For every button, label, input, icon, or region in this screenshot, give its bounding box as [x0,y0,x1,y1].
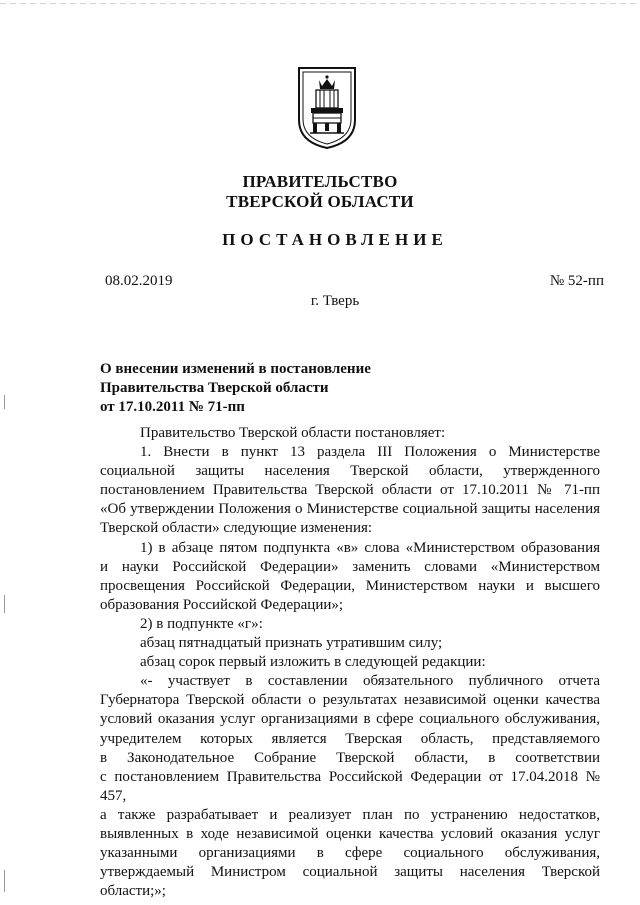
text-line: просвещения Российской Федерации, Министерством науки и высшего [100,577,600,594]
text-line: Губернатора Тверской области о результатах независимой оценки качества [100,692,600,709]
text-line: социальной защиты населения Тверской области, утвержденного [100,463,600,480]
subject-line: О внесении изменений в постановление [100,361,371,377]
scan-margin-mark [4,595,5,613]
org-name-line2: ТВЕРСКОЙ ОБЛАСТИ [226,192,414,211]
text-line: 1) в абзаце пятом подпункта «в» слова «Министерством образования [140,539,600,556]
text-line: постановлением Правительства Тверской области от 17.10.2011 № 71-пп [100,482,600,499]
text-line: выявленных в ходе независимой оценки качества условий оказания услуг [100,825,600,842]
document-date: 08.02.2019 [105,273,173,289]
paragraph-4: абзац пятнадцатый признать утратившим силу; [140,635,443,652]
document-type: ПОСТАНОВЛЕНИЕ [222,230,448,249]
document-subject [100,360,371,417]
org-name-line1: ПРАВИТЕЛЬСТВО [242,172,398,191]
document-number: № 52-пп [549,273,604,289]
text-line: «Об утверждении Положения о Министерстве социальной защиты населения [100,501,600,518]
paragraph-1 [100,443,600,538]
text-line: Тверской области» следующие изменения: [100,520,373,537]
document-city: г. Тверь [310,293,360,309]
text-line: с постановлением Правительства Российской Федерации от 17.04.2018 № 457, [100,768,600,804]
text-line: в Законодательное Собрание Тверской области, в соответствии [100,749,600,766]
text-line: образования Российской Федерации»; [100,596,344,613]
paragraph-5: абзац сорок первый изложить в следующей редакции: [140,654,486,671]
paragraph-2 [100,539,600,615]
text-line: «- участвует в составлении обязательного публичного отчета [140,673,600,690]
intro-paragraph: Правительство Тверской области постановляет: [140,425,446,441]
text-line: и науки Российской Федерации» заменить словами «Министерством [100,558,600,575]
text-line: утверждаемый Министром социальной защиты населения Тверской области;»; [100,864,600,900]
coat-of-arms-icon [296,66,358,150]
paragraph-3: 2) в подпункте «г»: [140,615,263,632]
text-line: учредителем которых является Тверская область, представляемого [100,730,600,747]
text-line: 1. Внести в пункт 13 раздела III Положения о Министерстве [140,444,600,461]
text-line: а также разрабатывает и реализует план по устранению недостатков, [100,806,600,823]
subject-line: Правительства Тверской области [100,380,329,396]
text-line: условий оказания услуг организациями в сфере социального обслуживания, [100,711,600,728]
scan-edge-line [0,3,640,4]
paragraph-6 [100,672,600,901]
scan-margin-mark [4,395,5,409]
scan-margin-mark [4,870,5,892]
document-body [100,424,600,901]
text-line: указанными организациями в сфере социального обслуживания, [100,845,600,862]
subject-line: от 17.10.2011 № 71-пп [100,399,245,415]
